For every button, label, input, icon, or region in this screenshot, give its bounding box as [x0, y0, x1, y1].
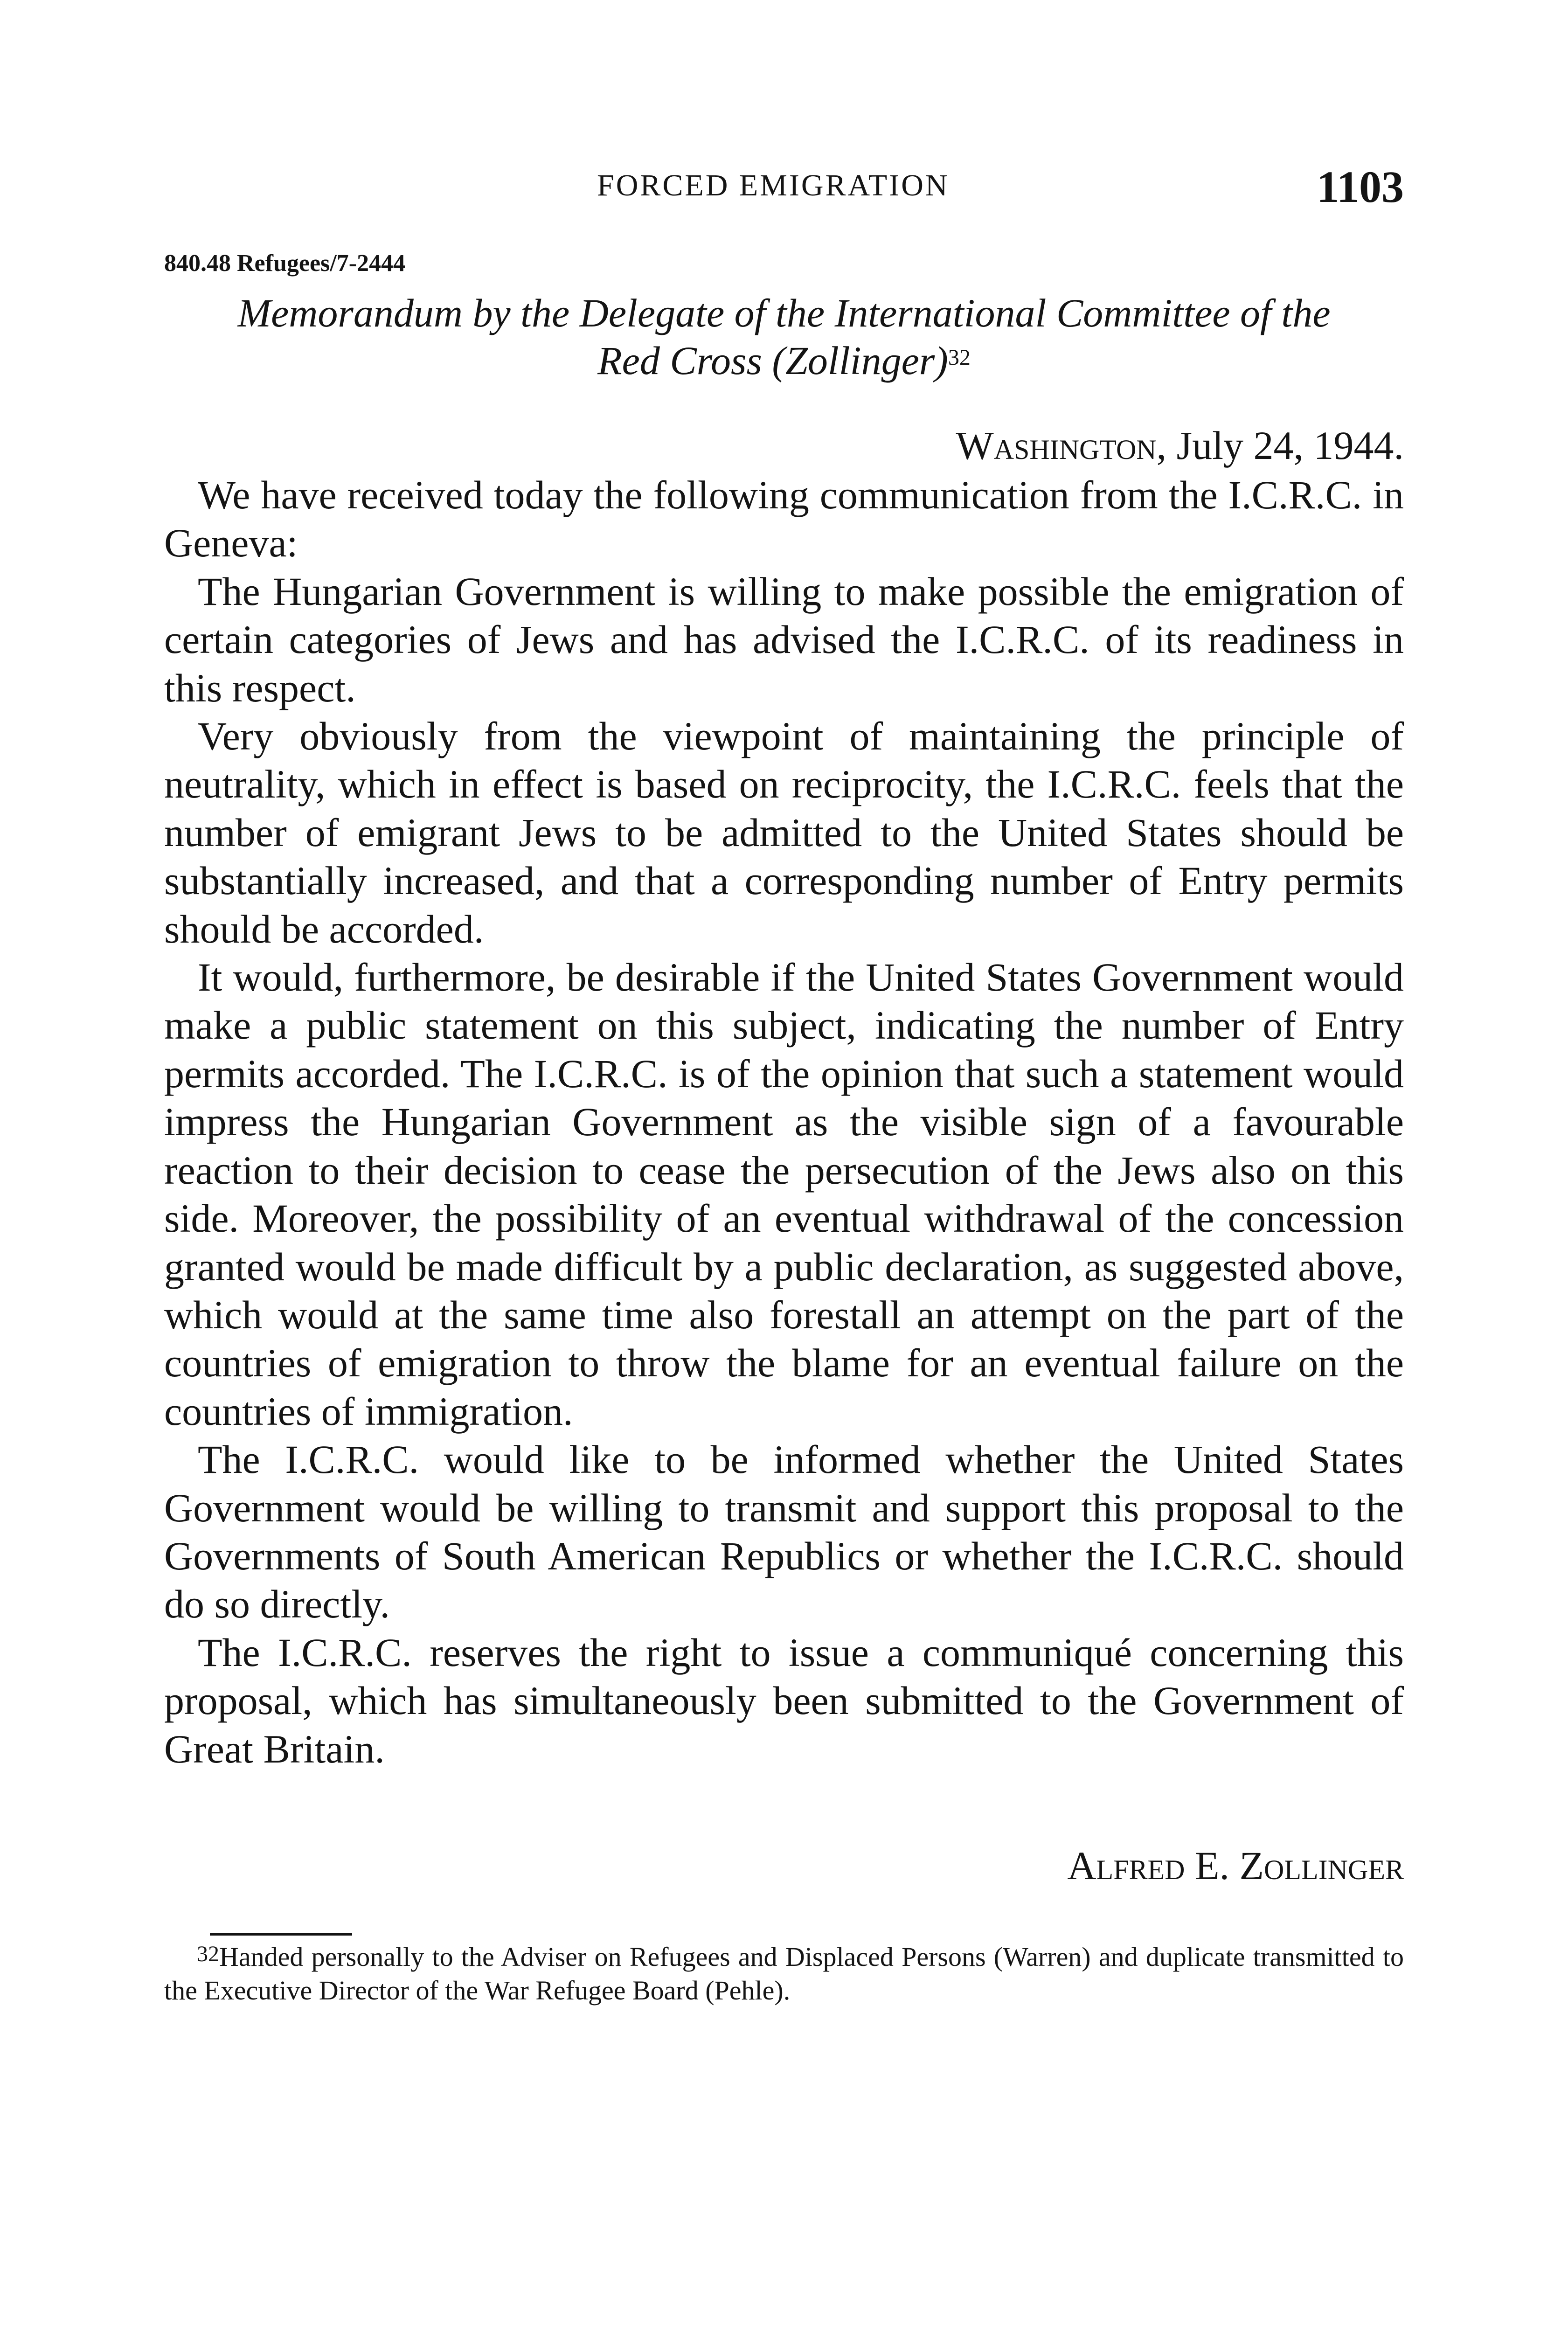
paragraph: The I.C.R.C. reserves the right to issue a communiqué concerning this proposal, which has simultaneously been submitted to the Government of Great Britain. [164, 1630, 1404, 1771]
footnote [164, 1940, 1404, 2007]
running-head: FORCED EMIGRATION [597, 168, 950, 202]
paragraph: It would, furthermore, be desirable if the United States Government would make a public statement on this subject, indicating the number of Entry permits accorded. The I.C.R.C. is of the opinion that such a statement would impress the Hungarian Government as the visible sign of a favourable reaction to their decision to cease the persecution of the Jews also on this side. Moreover, the possibility of an eventual withdrawal of the concession granted would be made difficult by a public declaration, as suggested above, which would at the same time also forestall an attempt on the part of the countries of emigration to throw the blame for an eventual failure on the countries of immigration. [164, 955, 1404, 1434]
title-line-2: Red Cross (Zollinger) [597, 338, 948, 383]
file-number: 840.48 Refugees/7-2444 [164, 250, 406, 277]
title-line-1: Memorandum by the Delegate of the International Committee of the [237, 291, 1331, 335]
dateline-place: Washington, [956, 423, 1167, 468]
title-footnote-ref: 32 [948, 345, 971, 370]
footnote-text: Handed personally to the Adviser on Refugees and Displaced Persons (Warren) and duplicate transmitted to the Executive Director of the War Refugee Board (Pehle). [164, 1942, 1404, 2006]
footnote-number: 32 [197, 1942, 219, 1966]
memorandum-body [164, 471, 1404, 1773]
dateline-date: July 24, 1944. [1176, 423, 1404, 468]
signature: Alfred E. Zollinger [1067, 1843, 1404, 1888]
paragraph: Very obviously from the viewpoint of maintaining the principle of neutrality, which in effect is based on reciprocity, the I.C.R.C. feels that the number of emigrant Jews to be admitted to the United States should be substantially increased, and that a corresponding number of Entry permits should be accorded. [164, 714, 1404, 951]
paragraph: The I.C.R.C. would like to be informed whether the United States Government would be willing to transmit and support this proposal to the Governments of South American Republics or whether the I.C.R.C. should do so directly. [164, 1437, 1404, 1627]
document-title [164, 289, 1404, 384]
paragraph: The Hungarian Government is willing to make possible the emigration of certain categories of Jews and has advised the I.C.R.C. of its readiness in this respect. [164, 569, 1404, 710]
footnote-divider [210, 1933, 352, 1936]
page-number: 1103 [1317, 162, 1404, 212]
dateline [956, 422, 1404, 469]
paragraph: We have received today the following communication from the I.C.R.C. in Geneva: [164, 472, 1404, 566]
